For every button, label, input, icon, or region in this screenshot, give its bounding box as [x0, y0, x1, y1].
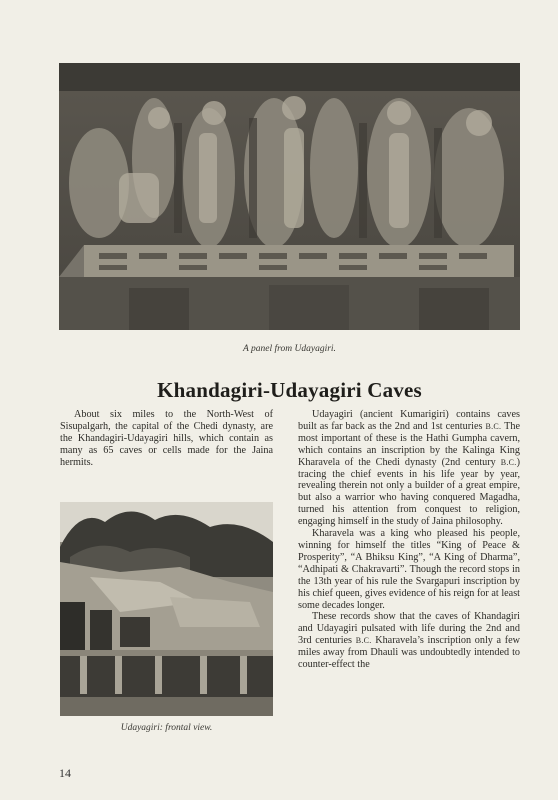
- page-number: 14: [59, 766, 71, 780]
- era-abbrev: B.C.: [355, 636, 372, 646]
- text-run: Kharavela’s inscription only a few miles away from Dhauli was undoubtedly intended to counter-effect the: [298, 635, 520, 671]
- cave-frontal-image: [60, 502, 273, 716]
- right-paragraph-1: [298, 409, 520, 528]
- left-paragraph: About six miles to the North-West of Sisupalgarh, the capital of the Chedi dynasty, are the Khandagiri-Udayagiri hills, which contain as many as 65 caves or cells made for the Jaina hermits.: [60, 409, 273, 468]
- right-paragraph-2: Kharavela was a king who pleased his people, winning for himself the titles “King of Peace & Prosperity”, “A Bhiksu King”, “A King of Dharma”, “Adhipati & Chakravarti”. Though the record stops in the 13th year of his rule the Svargapuri inscription by his chief queen, gives evidence of his reign for at least some decades longer.: [298, 528, 520, 611]
- cave-photo: [60, 502, 273, 716]
- right-paragraph-3: [298, 611, 520, 671]
- right-column: [298, 409, 520, 671]
- text-run: The most important of these is the Hathi Gumpha cavern, which contains an inscription by the Kalinga King Kharavela of the Chedi dynasty (2nd century: [298, 420, 520, 468]
- era-abbrev: B.C.: [485, 421, 502, 431]
- text-run: ) tracing the chief events in his life year by year, revealing therein not only a builder of a great empire, but also a warrior who having conquered Magadha, turned his attention from conquest to religion, engaging himself in the study of Jaina philosophy.: [298, 456, 520, 528]
- left-column: [60, 409, 273, 469]
- panel-photo-caption: A panel from Udayagiri.: [243, 344, 336, 354]
- panel-photo: [59, 63, 520, 330]
- page-title: Khandagiri-Udayagiri Caves: [157, 378, 422, 402]
- text-run: Udayagiri (ancient Kumarigiri) contains caves built as far back as the 2nd and 1st centuries: [298, 409, 520, 432]
- panel-relief-image: [59, 63, 520, 330]
- cave-photo-caption: Udayagiri: frontal view.: [120, 723, 213, 733]
- era-abbrev: B.C.: [500, 457, 517, 467]
- text-run: These records show that the caves of Khandagiri and Udayagiri pulsated with life during the 2nd and 3rd centuries: [298, 611, 520, 647]
